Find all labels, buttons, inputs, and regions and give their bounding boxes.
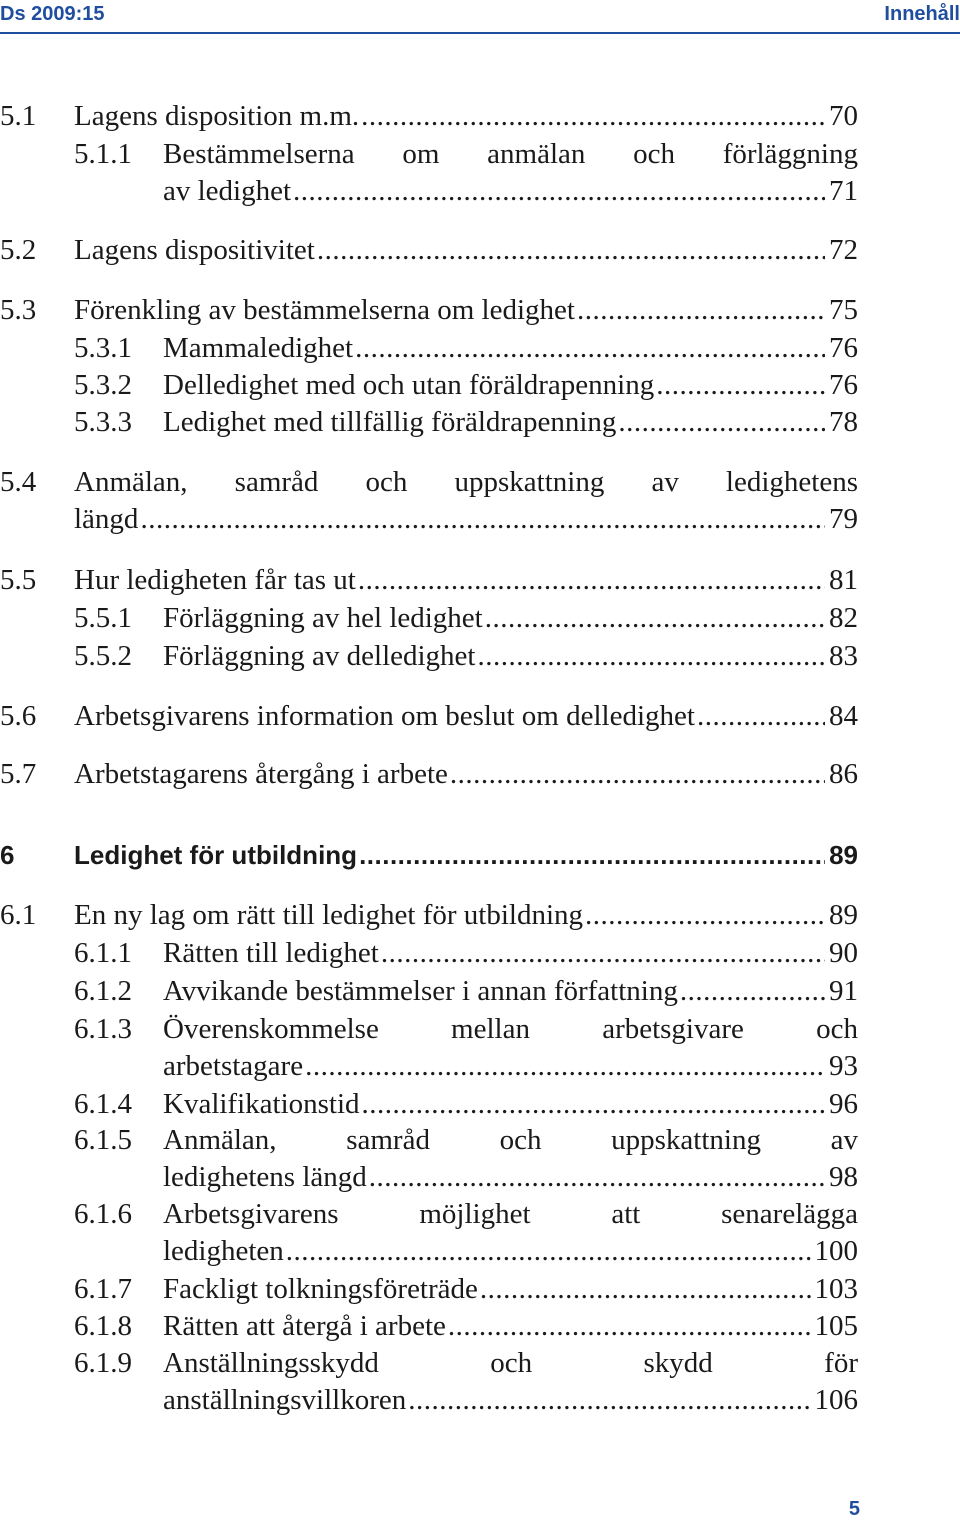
section-title: Förläggning av delledighet: [163, 640, 476, 672]
toc-entry-line[interactable]: [0, 935, 960, 971]
toc-entry-line[interactable]: [0, 698, 960, 734]
page-reference: 91: [829, 975, 858, 1007]
page-reference: 72: [829, 234, 858, 266]
section-number: 5.3.1: [74, 332, 132, 364]
toc-entry-line[interactable]: [0, 756, 960, 792]
page-reference: 100: [814, 1235, 858, 1267]
section-title: Rätten att återgå i arbete: [163, 1310, 446, 1342]
section-number: 6.1.7: [74, 1273, 132, 1305]
page-reference: 71: [829, 175, 858, 207]
section-number: 5.1: [0, 100, 37, 132]
section-number: 5.4: [0, 466, 37, 498]
toc-entry-line[interactable]: [0, 600, 960, 636]
section-number: 5.3.3: [74, 406, 132, 438]
dot-leader: [450, 756, 825, 792]
section-number: 6.1.1: [74, 937, 132, 969]
section-number: 6.1.9: [74, 1347, 132, 1379]
dot-leader: [305, 1048, 825, 1084]
dot-leader: [369, 1159, 825, 1195]
toc-entry-line[interactable]: [0, 562, 960, 598]
section-number: 5.5.2: [74, 640, 132, 672]
toc-entry-line[interactable]: [0, 1196, 960, 1232]
dot-leader: [585, 897, 825, 933]
toc-entry-line[interactable]: [0, 1159, 960, 1195]
section-number: 6.1.4: [74, 1088, 132, 1120]
section-number: 5.5.1: [74, 602, 132, 634]
section-number: 6.1.8: [74, 1310, 132, 1342]
section-title: Anställningsskydd och skydd för: [163, 1347, 858, 1379]
toc-entry-line[interactable]: [0, 837, 960, 873]
toc-entry-line[interactable]: [0, 464, 960, 500]
section-title: av ledighet: [163, 175, 292, 207]
dot-leader: [381, 935, 825, 971]
page-reference: 89: [829, 899, 858, 931]
section-title: Lagens disposition m.m.: [74, 100, 360, 132]
toc-entry-line[interactable]: [0, 973, 960, 1009]
dot-leader: [355, 330, 825, 366]
section-title: ledighetens längd: [163, 1161, 367, 1193]
section-title: Rätten till ledighet: [163, 937, 379, 969]
dot-leader: [618, 404, 825, 440]
section-title: Mammaledighet: [163, 332, 354, 364]
toc-entry-line[interactable]: [0, 638, 960, 674]
section-title: Arbetsgivarens möjlighet att senarelägga: [163, 1198, 858, 1230]
section-title: Kvalifikationstid: [163, 1088, 360, 1120]
page-reference: 103: [814, 1273, 858, 1305]
section-title: Arbetsgivarens information om beslut om delledighet: [74, 700, 695, 732]
toc-entry-line[interactable]: [0, 1382, 960, 1418]
section-title: Ledighet för utbildning: [74, 840, 358, 870]
toc-entry-line[interactable]: [0, 1011, 960, 1047]
section-title: anställningsvillkoren: [163, 1384, 407, 1416]
toc-entry-line[interactable]: [0, 1122, 960, 1158]
header-rule: [0, 32, 960, 34]
dot-leader: [448, 1308, 811, 1344]
section-number: 5.3.2: [74, 369, 132, 401]
page-reference: 90: [829, 937, 858, 969]
section-number: 6.1.5: [74, 1124, 132, 1156]
toc-entry-line[interactable]: [0, 1345, 960, 1381]
section-title: Avvikande bestämmelser i annan författning: [163, 975, 678, 1007]
toc-entry-line[interactable]: [0, 232, 960, 268]
section-title: Hur ledigheten får tas ut: [74, 564, 356, 596]
toc-entry-line[interactable]: [0, 404, 960, 440]
page-reference: 96: [829, 1088, 858, 1120]
page-reference: 106: [814, 1384, 858, 1416]
section-title: Bestämmelserna om anmälan och förläggning: [163, 138, 858, 170]
page-number: 5: [848, 1498, 860, 1520]
dot-leader: [286, 1233, 811, 1269]
page-reference: 82: [829, 602, 858, 634]
section-number: 6.1.3: [74, 1013, 132, 1045]
page-reference: 105: [814, 1310, 858, 1342]
page-reference: 89: [829, 840, 858, 870]
section-title: En ny lag om rätt till ledighet för utbildning: [74, 899, 584, 931]
section-title: Fackligt tolkningsföreträde: [163, 1273, 478, 1305]
section-title: Ledighet med tillfällig föräldrapenning: [163, 406, 617, 438]
toc-entry-line[interactable]: [0, 136, 960, 172]
section-number: 6: [0, 840, 15, 870]
section-title: Anmälan, samråd och uppskattning av ledighetens: [74, 466, 858, 498]
dot-leader: [358, 562, 825, 598]
toc-entry-line[interactable]: [0, 98, 960, 134]
section-number: 5.5: [0, 564, 37, 596]
page-reference: 86: [829, 758, 858, 790]
page-reference: 81: [829, 564, 858, 596]
section-title: Innehåll: [884, 3, 960, 25]
section-title: Arbetstagarens återgång i arbete: [74, 758, 448, 790]
dot-leader: [317, 232, 825, 268]
dot-leader: [480, 1271, 811, 1307]
page-reference: 98: [829, 1161, 858, 1193]
dot-leader: [577, 292, 825, 328]
section-title: ledigheten: [163, 1235, 284, 1267]
dot-leader: [293, 173, 825, 209]
toc-entry-line[interactable]: [0, 1308, 960, 1344]
section-number: 5.7: [0, 758, 37, 790]
toc-entry-line[interactable]: [0, 292, 960, 328]
toc-entry-line[interactable]: [0, 1048, 960, 1084]
document-id: Ds 2009:15: [0, 3, 105, 25]
section-number: 5.6: [0, 700, 37, 732]
dot-leader: [408, 1382, 810, 1418]
section-number: 5.1.1: [74, 138, 132, 170]
section-title: längd: [74, 503, 139, 535]
dot-leader: [485, 600, 825, 636]
page-reference: 93: [829, 1050, 858, 1082]
page-reference: 76: [829, 369, 858, 401]
toc-entry-line[interactable]: [0, 1271, 960, 1307]
section-title: Överenskommelse mellan arbetsgivare och: [163, 1013, 858, 1045]
section-number: 6.1: [0, 899, 37, 931]
toc-entry-line[interactable]: [0, 330, 960, 366]
section-title: Delledighet med och utan föräldrapenning: [163, 369, 655, 401]
section-title: Lagens dispositivitet: [74, 234, 315, 266]
page-reference: 79: [829, 503, 858, 535]
toc-entry-line[interactable]: [0, 367, 960, 403]
section-title: Förenkling av bestämmelserna om ledighet: [74, 294, 575, 326]
toc-entry-line[interactable]: [0, 173, 960, 209]
toc-entry-line[interactable]: [0, 897, 960, 933]
page-reference: 83: [829, 640, 858, 672]
page-reference: 75: [829, 294, 858, 326]
section-number: 6.1.2: [74, 975, 132, 1007]
section-number: 6.1.6: [74, 1198, 132, 1230]
page-reference: 84: [829, 700, 858, 732]
page-reference: 76: [829, 332, 858, 364]
running-header: [0, 0, 960, 32]
dot-leader: [361, 98, 825, 134]
dot-leader: [359, 837, 825, 873]
section-title: arbetstagare: [163, 1050, 304, 1082]
toc-entry-line[interactable]: [0, 1086, 960, 1122]
dot-leader: [478, 638, 826, 674]
section-number: 5.2: [0, 234, 37, 266]
page-reference: 78: [829, 406, 858, 438]
dot-leader: [140, 501, 825, 537]
toc-entry-line[interactable]: [0, 1233, 960, 1269]
section-number: 5.3: [0, 294, 37, 326]
toc-entry-line[interactable]: [0, 501, 960, 537]
section-title: Förläggning av hel ledighet: [163, 602, 483, 634]
section-title: Anmälan, samråd och uppskattning av: [163, 1124, 858, 1156]
page-reference: 70: [829, 100, 858, 132]
dot-leader: [362, 1086, 825, 1122]
